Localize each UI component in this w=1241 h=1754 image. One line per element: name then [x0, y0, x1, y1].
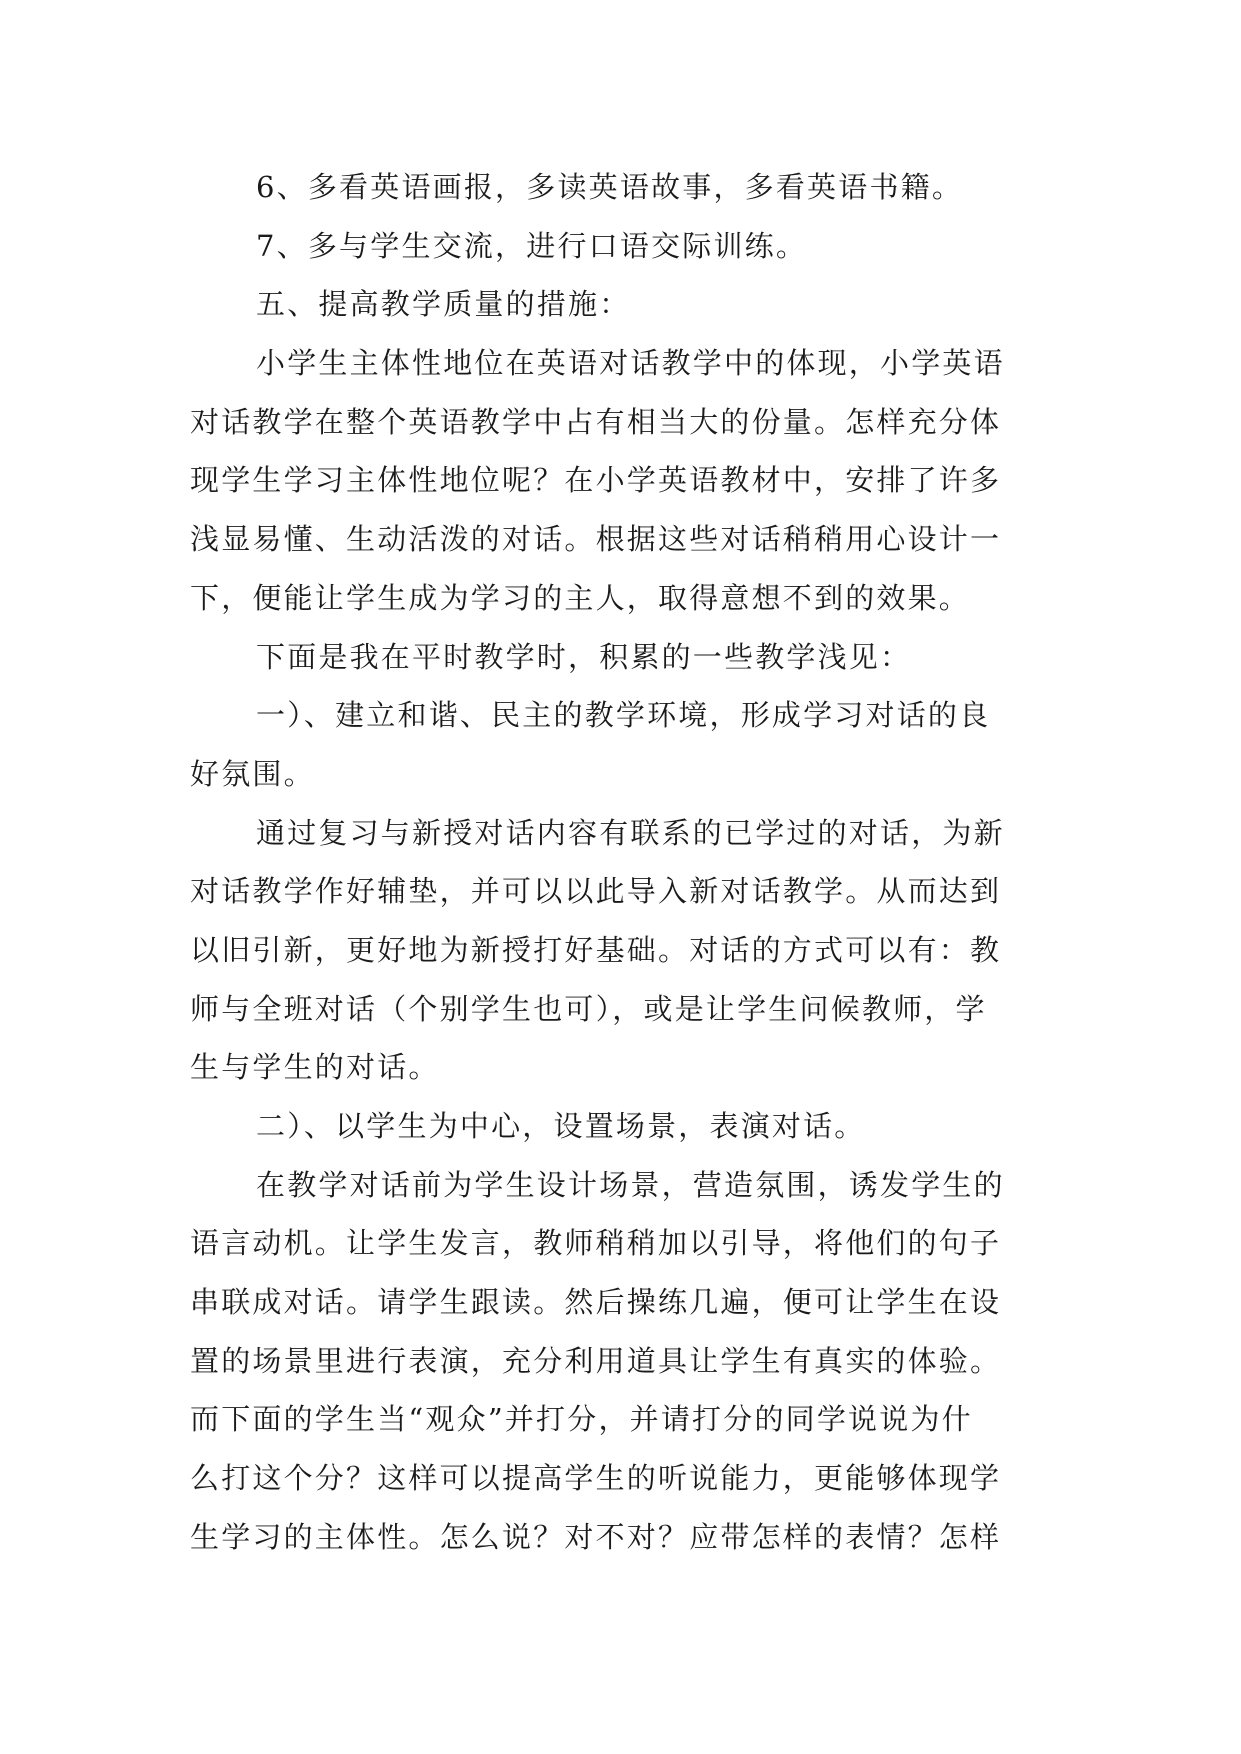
text-line: 师与全班对话（个别学生也可），或是让学生问候教师，学	[190, 991, 987, 1026]
text-line: 现学生学习主体性地位呢？在小学英语教材中，安排了许多	[190, 463, 1002, 498]
text-line: 置的场景里进行表演，充分利用道具让学生有真实的体验。	[190, 1343, 1002, 1378]
text-line: 浅显易懂、生动活泼的对话。根据这些对话稍稍用心设计一	[190, 522, 1002, 557]
text-line: 么打这个分？这样可以提高学生的听说能力，更能够体现学	[190, 1461, 1002, 1496]
text-line: 通过复习与新授对话内容有联系的已学过的对话，为新	[256, 815, 1005, 850]
text-line: 小学生主体性地位在英语对话教学中的体现，小学英语	[256, 346, 1005, 381]
text-line: 6、多看英语画报，多读英语故事，多看英语书籍。	[256, 170, 964, 204]
text-line: 语言动机。让学生发言，教师稍稍加以引导，将他们的句子	[190, 1226, 1002, 1261]
text-line: 生与学生的对话。	[190, 1050, 440, 1085]
text-line: 以旧引新，更好地为新授打好基础。对话的方式可以有：教	[190, 932, 1002, 967]
text-line: 五、提高教学质量的措施：	[256, 287, 631, 322]
text-line: 下面是我在平时教学时，积累的一些教学浅见：	[256, 639, 912, 674]
text-line: 二）、以学生为中心，设置场景，表演对话。	[256, 1109, 866, 1143]
text-line: 7、多与学生交流，进行口语交际训练。	[256, 228, 808, 263]
text-line: 在教学对话前为学生设计场景，营造氛围，诱发学生的	[256, 1167, 1005, 1202]
text-line: 好氛围。	[190, 756, 315, 791]
text-line: 对话教学作好辅垫，并可以以此导入新对话教学。从而达到	[190, 874, 1002, 909]
text-line: 生学习的主体性。怎么说？对不对？应带怎样的表情？怎样	[190, 1519, 1002, 1554]
text-line: 对话教学在整个英语教学中占有相当大的份量。怎样充分体	[190, 404, 1002, 439]
text-line: 一）、建立和谐、民主的教学环境，形成学习对话的良	[256, 698, 991, 733]
text-line: 而下面的学生当“观众”并打分，并请打分的同学说说为什	[190, 1402, 973, 1437]
text-line: 下，便能让学生成为学习的主人，取得意想不到的效果。	[190, 580, 971, 615]
document-body	[190, 158, 1070, 1567]
text-line: 串联成对话。请学生跟读。然后操练几遍，便可让学生在设	[190, 1285, 1002, 1320]
